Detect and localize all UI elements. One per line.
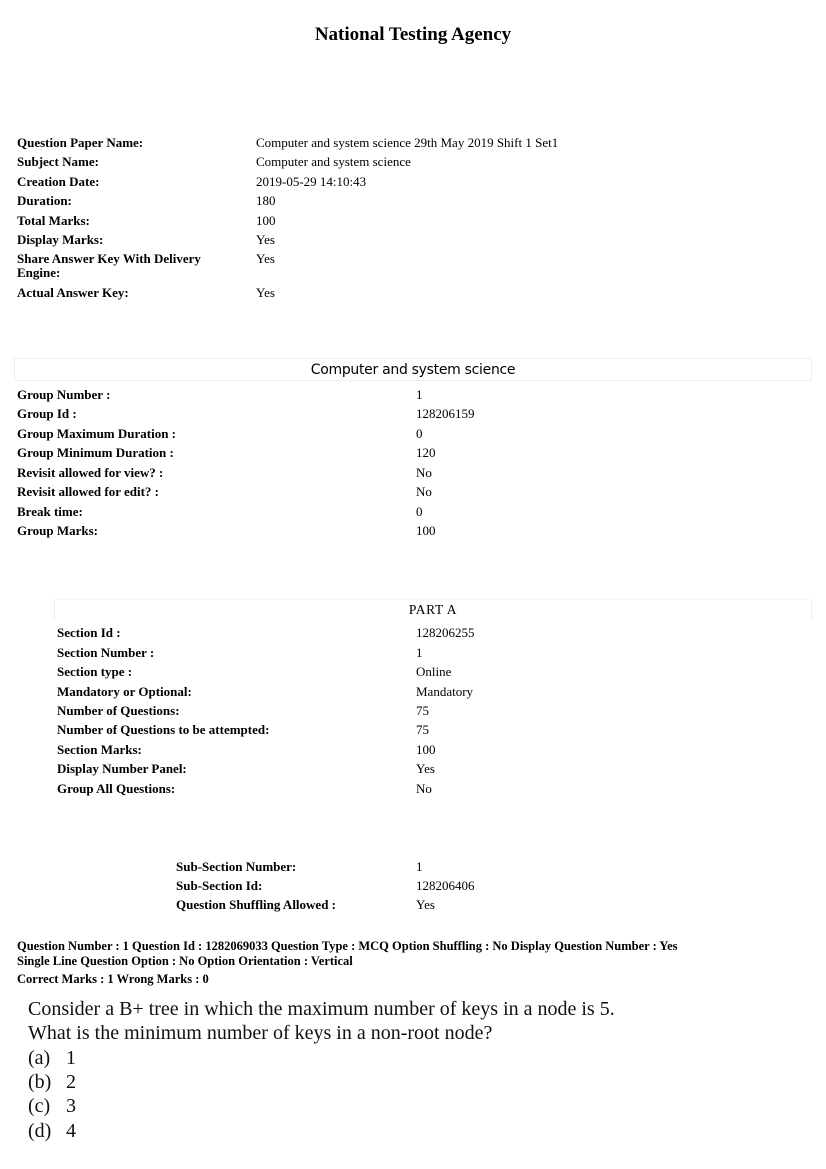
paper-info-label: Actual Answer Key: [17,285,129,300]
group-info-value: 0 [416,504,423,519]
option-label: (d) [28,1120,52,1142]
subsection-info-value: Yes [416,897,435,912]
paper-info-value: Yes [256,232,275,247]
paper-info-label: Display Marks: [17,232,104,247]
paper-info-label-continued: Engine: [17,265,61,280]
paper-info-label: Share Answer Key With Delivery [17,251,201,266]
option-value: 2 [66,1071,76,1093]
section-info-value: 100 [416,742,436,757]
group-info-value: 1 [416,387,423,402]
group-info-value: 100 [416,523,436,538]
section-info-label: Section Number : [57,645,155,660]
paper-info-value: 100 [256,213,276,228]
paper-info-label: Creation Date: [17,174,100,189]
paper-info-label: Duration: [17,193,72,208]
group-info-label: Revisit allowed for view? : [17,465,164,480]
paper-info-label: Total Marks: [17,213,90,228]
group-info-label: Revisit allowed for edit? : [17,484,160,499]
paper-info-value: Computer and system science [256,154,411,169]
paper-info-value: 180 [256,193,276,208]
section-info-label: Number of Questions to be attempted: [57,722,270,737]
question-text: Consider a B+ tree in which the maximum number of keys in a node is 5. [28,998,615,1020]
group-info-value: 128206159 [416,406,475,421]
section-banner-title: PART A [408,602,458,617]
section-info-label: Display Number Panel: [57,761,187,776]
group-banner-title: Computer and system science [310,362,516,378]
group-info-label: Group Maximum Duration : [17,426,177,441]
group-info-value: No [416,484,432,499]
question-marks-line: Correct Marks : 1 Wrong Marks : 0 [17,972,209,986]
option-item [28,1094,76,1118]
group-info-value: 120 [416,445,436,460]
group-info-value: No [416,465,432,480]
section-info-label: Section Marks: [57,742,142,757]
page-title: National Testing Agency [314,24,512,45]
subsection-info-value: 128206406 [416,878,475,893]
option-item [28,1046,76,1070]
subsection-info-label: Question Shuffling Allowed : [176,897,337,912]
paper-info-value: 2019-05-29 14:10:43 [256,174,367,189]
section-info-value: 75 [416,722,429,737]
subsection-info-value: 1 [416,859,423,874]
group-banner [14,358,812,381]
group-info-label: Break time: [17,504,83,519]
option-value: 1 [66,1047,76,1069]
section-info-label: Section type : [57,664,133,679]
group-info-label: Group Minimum Duration : [17,445,174,460]
section-info-value: Mandatory [416,684,474,699]
section-info-label: Section Id : [57,625,121,640]
option-value: 3 [66,1095,76,1117]
option-label: (a) [28,1047,51,1069]
option-value: 4 [66,1120,76,1142]
paper-info-value: Yes [256,285,275,300]
section-info-label: Group All Questions: [57,781,176,796]
group-info-value: 0 [416,426,423,441]
subsection-info-label: Sub-Section Number: [176,859,297,874]
paper-info-value: Yes [256,251,275,266]
section-info-label: Mandatory or Optional: [57,684,192,699]
group-info-label: Group Id : [17,406,77,421]
section-info-value: 75 [416,703,429,718]
paper-info-label: Subject Name: [17,154,99,169]
paper-info-label: Question Paper Name: [17,135,144,150]
option-label: (b) [28,1071,52,1093]
group-info-label: Group Marks: [17,523,99,538]
question-text: What is the minimum number of keys in a non-root node? [28,1022,493,1044]
group-info-label: Group Number : [17,387,111,402]
question-meta-line: Question Number : 1 Question Id : 1282069033 Question Type : MCQ Option Shuffling : No Display Question Number : Yes [17,939,678,953]
section-info-value: Yes [416,761,435,776]
section-info-label: Number of Questions: [57,703,180,718]
section-info-value: 1 [416,645,423,660]
option-label: (c) [28,1095,51,1117]
section-banner [54,599,812,619]
option-item [28,1070,76,1094]
subsection-info-label: Sub-Section Id: [176,878,263,893]
section-info-value: 128206255 [416,625,475,640]
section-info-value: No [416,781,432,796]
section-info-value: Online [416,664,452,679]
question-meta-line: Single Line Question Option : No Option Orientation : Vertical [17,954,353,968]
paper-info-value: Computer and system science 29th May 2019 Shift 1 Set1 [256,135,559,150]
option-item [28,1119,76,1143]
